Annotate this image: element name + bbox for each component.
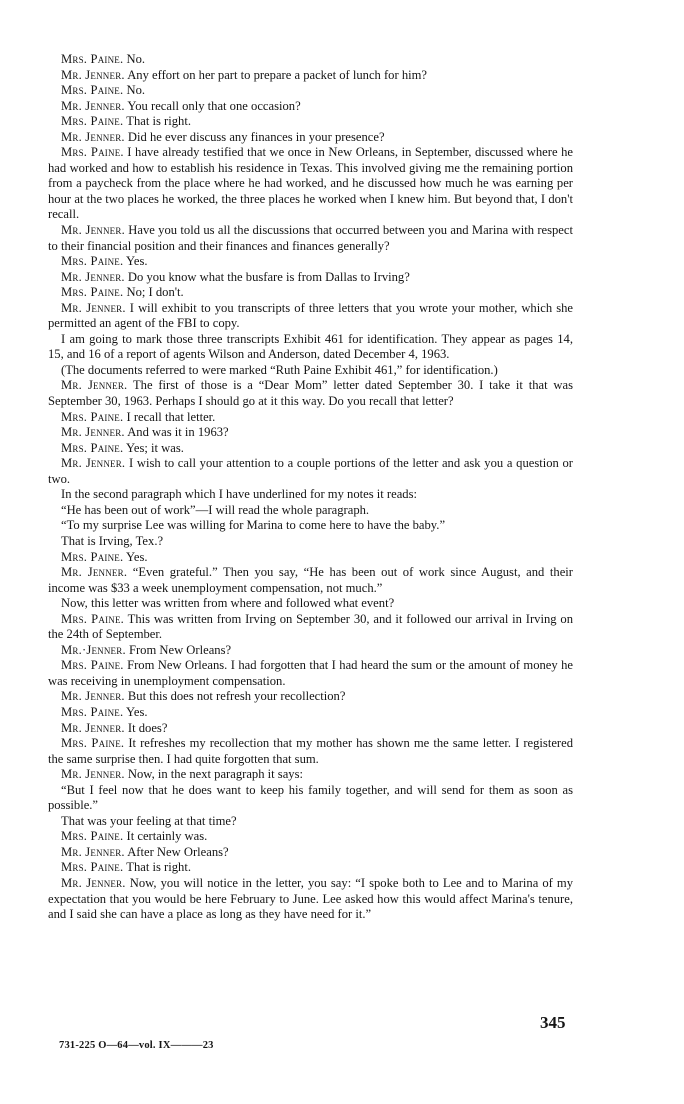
speaker-name: Mrs. Paine. (61, 83, 124, 98)
testimony-paragraph (48, 83, 573, 99)
testimony-paragraph (48, 845, 573, 861)
paragraph-text: “He has been out of work”—I will read the whole paragraph. (61, 502, 370, 517)
paragraph-text: It certainly was. (123, 829, 208, 844)
speaker-name: Mr. Jenner. (61, 300, 126, 315)
paragraph-text: And was it in 1963? (124, 425, 229, 440)
speaker-name: Mrs. Paine. (61, 52, 124, 66)
testimony-paragraph (48, 425, 573, 441)
testimony-paragraph (48, 270, 573, 286)
paragraph-text: Now, this letter was written from where and followed what event? (61, 596, 395, 611)
testimony-paragraph (48, 658, 573, 689)
testimony-paragraph (48, 285, 573, 301)
speaker-name: Mrs. Paine. (61, 254, 124, 269)
paragraph-text: In the second paragraph which I have underlined for my notes it reads: (61, 487, 418, 502)
paragraph-text: Any effort on her part to prepare a packet of lunch for him? (124, 67, 427, 82)
paragraph-text: That is right. (123, 114, 191, 129)
speaker-name: Mrs. Paine. (61, 114, 124, 129)
paragraph-text: Yes; it was. (123, 440, 184, 455)
speaker-name: Mrs. Paine. (61, 409, 124, 424)
speaker-name: Mrs. Paine. (61, 285, 124, 300)
testimony-paragraph (48, 130, 573, 146)
testimony-paragraph (48, 596, 573, 612)
speaker-name: Mrs. Paine. (61, 829, 124, 844)
testimony-paragraph (48, 736, 573, 767)
speaker-name: Mr.·Jenner. (61, 642, 126, 657)
paragraph-text: But this does not refresh your recollection? (124, 689, 346, 704)
speaker-name: Mrs. Paine. (61, 658, 124, 673)
paragraph-text: After New Orleans? (124, 844, 229, 859)
speaker-name: Mrs. Paine. (61, 736, 125, 751)
testimony-paragraph (48, 876, 573, 923)
paragraph-text: Yes. (123, 549, 148, 564)
speaker-name: Mr. Jenner. (61, 98, 125, 113)
testimony-paragraph (48, 145, 573, 223)
paragraph-text: It does? (124, 720, 168, 735)
paragraph-text: “To my surprise Lee was willing for Marina to come here to have the baby.” (61, 518, 446, 533)
speaker-name: Mr. Jenner. (61, 269, 125, 284)
speaker-name: Mr. Jenner. (61, 875, 126, 890)
testimony-paragraph (48, 99, 573, 115)
testimony-paragraph (48, 705, 573, 721)
print-code: 731-225 O—64—vol. IX———23 (59, 1040, 214, 1051)
paragraph-text: I will exhibit to you transcripts of three letters that you wrote your mother, which she permitted an agent of the FBI to copy. (48, 300, 573, 331)
testimony-paragraph (48, 254, 573, 270)
paragraph-text: This was written from Irving on September 30, and it followed our arrival in Irving on the 24th of September. (48, 611, 573, 642)
testimony-paragraph (48, 689, 573, 705)
paragraph-text: I wish to call your attention to a couple portions of the letter and ask you a question or two. (48, 456, 573, 486)
testimony-paragraph (48, 503, 573, 519)
speaker-name: Mr. Jenner. (61, 565, 128, 580)
paragraph-text: No. (123, 52, 146, 66)
speaker-name: Mrs. Paine. (61, 860, 124, 875)
paragraph-text: You recall only that one occasion? (124, 98, 301, 113)
paragraph-text: Yes. (123, 704, 148, 719)
testimony-paragraph (48, 114, 573, 130)
paragraph-text: (The documents referred to were marked “Ruth Paine Exhibit 461,” for identification.) (61, 362, 498, 377)
testimony-paragraph (48, 456, 573, 487)
testimony-paragraph (48, 534, 573, 550)
paragraph-text: Now, in the next paragraph it says: (124, 767, 303, 782)
testimony-paragraph (48, 301, 573, 332)
speaker-name: Mr. Jenner. (61, 720, 125, 735)
testimony-paragraph (48, 783, 573, 814)
testimony-paragraph (48, 550, 573, 566)
speaker-name: Mrs. Paine. (61, 549, 124, 564)
testimony-paragraph (48, 612, 573, 643)
testimony-paragraph (48, 860, 573, 876)
paragraph-text: “Even grateful.” Then you say, “He has been out of work since August, and their income was $33 a week unemployment compensation, not much.” (48, 565, 573, 595)
paragraph-text: From New Orleans. I had forgotten that I had heard the sum or the amount of money he was receiving in unemployment compensation. (48, 658, 573, 688)
paragraph-text: I am going to mark those three transcripts Exhibit 461 for identification. They appear as pages 14, 15, and 16 of a report of agents Wilson and Anderson, dated December 4, 1963. (48, 331, 573, 362)
speaker-name: Mr. Jenner. (61, 425, 125, 440)
paragraph-text: Did he ever discuss any finances in your presence? (124, 129, 385, 144)
paragraph-text: I recall that letter. (123, 409, 216, 424)
speaker-name: Mr. Jenner. (61, 129, 125, 144)
paragraph-text: No. (123, 83, 146, 98)
testimony-paragraph (48, 487, 573, 503)
speaker-name: Mr. Jenner. (61, 67, 125, 82)
paragraph-text: “But I feel now that he does want to keep his family together, and will send for them as soon as possible.” (48, 782, 573, 813)
speaker-name: Mrs. Paine. (61, 440, 124, 455)
testimony-paragraph (48, 643, 573, 659)
testimony-text (48, 52, 573, 923)
paragraph-text: No; I don't. (123, 285, 184, 300)
speaker-name: Mr. Jenner. (61, 456, 126, 471)
speaker-name: Mr. Jenner. (61, 767, 125, 782)
paragraph-text: That was your feeling at that time? (61, 813, 237, 828)
paragraph-text: I have already testified that we once in New Orleans, in September, discussed where he had worked and how to establish his residence in Texas. This involved giving me the remaining portion from a paycheck from the place where he had worked, and he discussed how much he was earning per hour at the two places he worked, the three places he worked when I knew him. But beyond that, I don't recall. (48, 145, 573, 222)
testimony-paragraph (48, 363, 573, 379)
speaker-name: Mr. Jenner. (61, 378, 128, 393)
page-number: 345 (540, 1013, 566, 1032)
paragraph-text: From New Orleans? (125, 642, 232, 657)
speaker-name: Mr. Jenner. (61, 223, 125, 238)
testimony-paragraph (48, 721, 573, 737)
speaker-name: Mrs. Paine. (61, 611, 125, 626)
testimony-paragraph (48, 68, 573, 84)
paragraph-text: Have you told us all the discussions that occurred between you and Marina with respect to their financial position and their finances and finances generally? (48, 223, 573, 253)
paragraph-text: Yes. (123, 254, 148, 269)
testimony-paragraph (48, 829, 573, 845)
paragraph-text: Do you know what the busfare is from Dallas to Irving? (124, 269, 410, 284)
speaker-name: Mr. Jenner. (61, 689, 125, 704)
testimony-paragraph (48, 223, 573, 254)
speaker-name: Mrs. Paine. (61, 704, 124, 719)
testimony-paragraph (48, 565, 573, 596)
speaker-name: Mrs. Paine. (61, 145, 124, 160)
testimony-paragraph (48, 767, 573, 783)
testimony-paragraph (48, 378, 573, 409)
testimony-paragraph (48, 441, 573, 457)
paragraph-text: The first of those is a “Dear Mom” letter dated September 30. I take it that was September 30, 1963. Perhaps I should go at it this way. Do you recall that letter? (48, 378, 573, 409)
testimony-paragraph (48, 410, 573, 426)
testimony-paragraph (48, 52, 573, 68)
testimony-paragraph (48, 814, 573, 830)
paragraph-text: That is right. (123, 860, 191, 875)
testimony-paragraph (48, 332, 573, 363)
testimony-paragraph (48, 518, 573, 534)
paragraph-text: That is Irving, Tex.? (61, 533, 164, 548)
paragraph-text: It refreshes my recollection that my mother has shown me the same letter. I registered the same surprise then. I had quite forgotten that sum. (48, 736, 573, 766)
speaker-name: Mr. Jenner. (61, 844, 125, 859)
paragraph-text: Now, you will notice in the letter, you say: “I spoke both to Lee and to Marina of my expectation that you would be here February to June. Lee asked how this would affect Marina's tenure, and I said she can have a place as long as they have need for it.” (48, 875, 573, 922)
